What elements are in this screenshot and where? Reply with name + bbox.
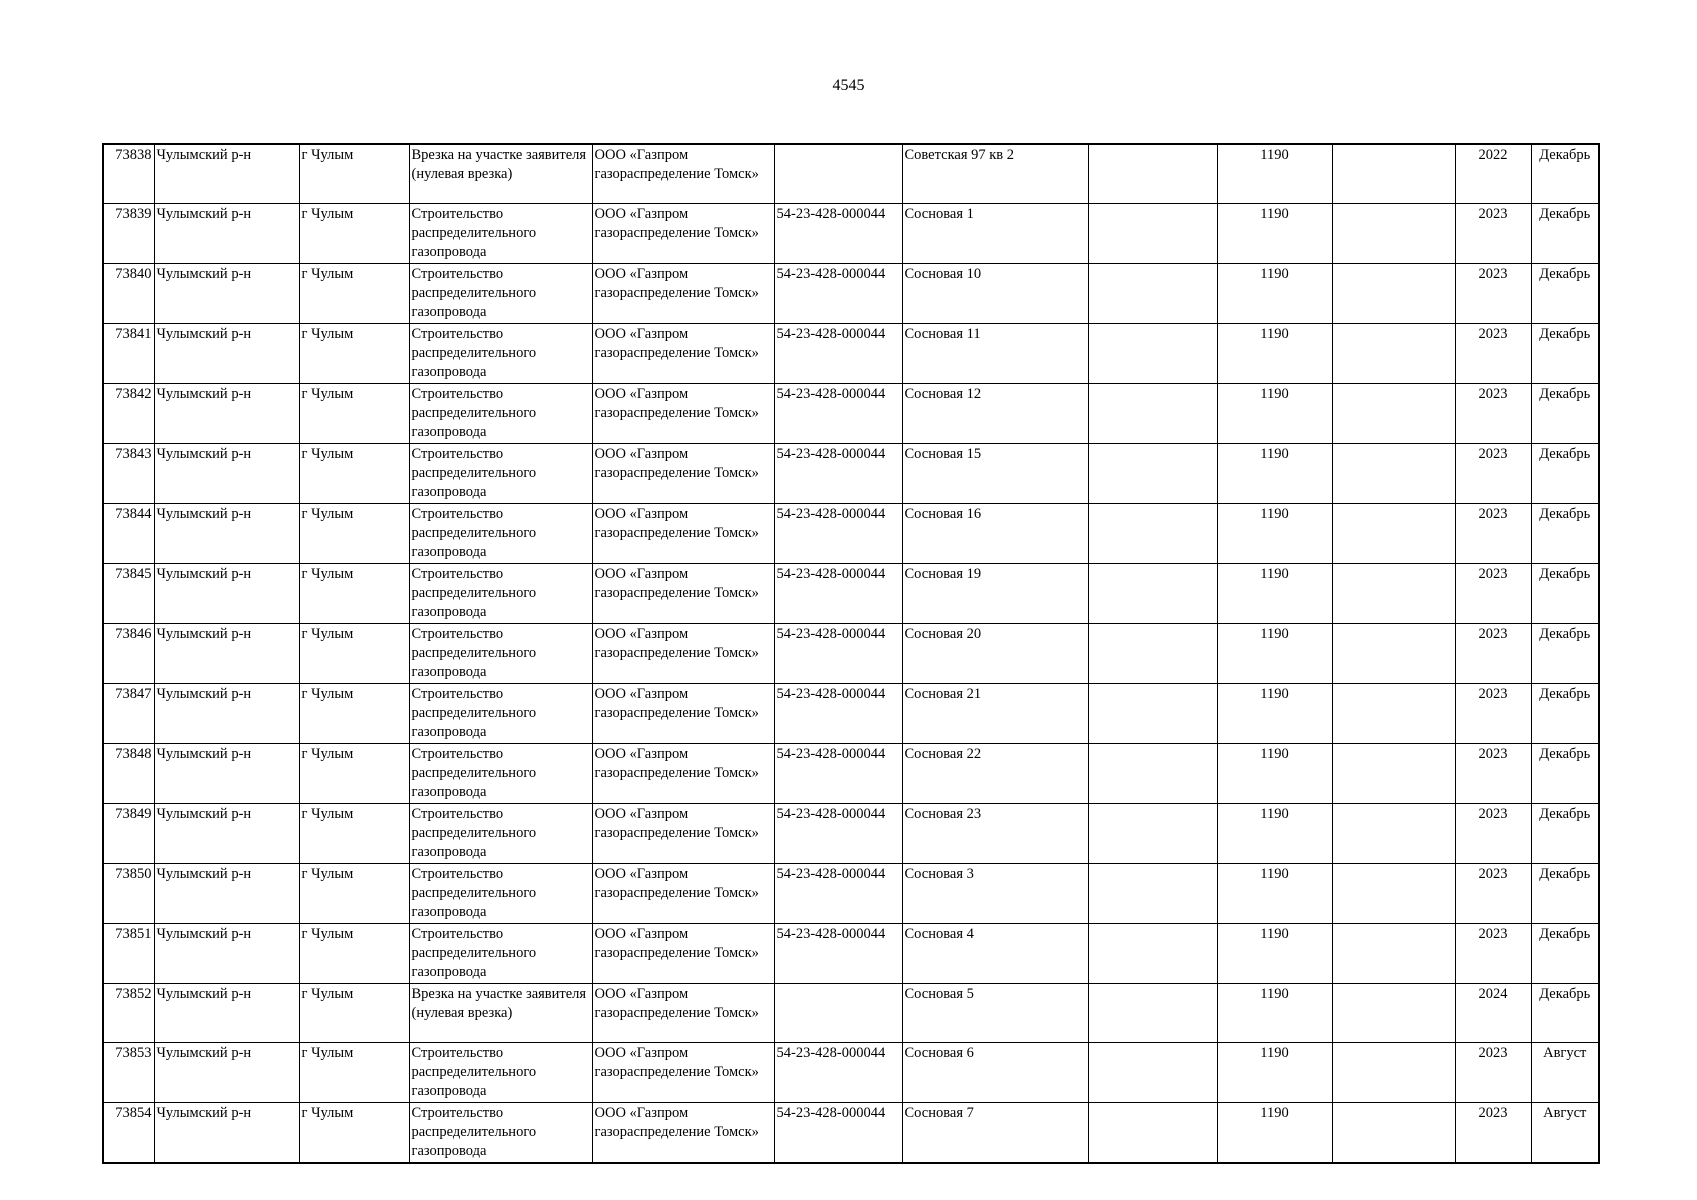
cell-empty <box>1088 744 1217 804</box>
cell-district: Чулымский р-н <box>154 264 299 324</box>
cell-id: 73838 <box>103 144 154 204</box>
cell-object-code <box>774 144 902 204</box>
cell-empty <box>1332 1043 1455 1103</box>
cell-empty <box>1088 1103 1217 1164</box>
table-row <box>103 504 1599 564</box>
cell-empty <box>1332 744 1455 804</box>
cell-empty <box>1332 444 1455 504</box>
cell-district: Чулымский р-н <box>154 684 299 744</box>
cell-organization: ООО «Газпром газораспределение Томск» <box>592 684 774 744</box>
cell-organization: ООО «Газпром газораспределение Томск» <box>592 804 774 864</box>
cell-month: Декабрь <box>1531 924 1599 984</box>
cell-work-type: Строительство распределительного газопровода <box>409 1043 592 1103</box>
cell-address: Сосновая 7 <box>902 1103 1088 1164</box>
cell-locality: г Чулым <box>299 444 409 504</box>
cell-id: 73841 <box>103 324 154 384</box>
cell-value: 1190 <box>1217 984 1332 1043</box>
cell-empty <box>1088 804 1217 864</box>
cell-value: 1190 <box>1217 564 1332 624</box>
cell-empty <box>1332 204 1455 264</box>
cell-work-type: Строительство распределительного газопровода <box>409 444 592 504</box>
cell-organization: ООО «Газпром газораспределение Томск» <box>592 984 774 1043</box>
cell-work-type: Строительство распределительного газопровода <box>409 564 592 624</box>
cell-month: Декабрь <box>1531 204 1599 264</box>
cell-month: Декабрь <box>1531 624 1599 684</box>
cell-organization: ООО «Газпром газораспределение Томск» <box>592 144 774 204</box>
cell-locality: г Чулым <box>299 684 409 744</box>
table-row <box>103 984 1599 1043</box>
cell-empty <box>1332 804 1455 864</box>
cell-empty <box>1088 324 1217 384</box>
cell-empty <box>1088 384 1217 444</box>
cell-empty <box>1332 504 1455 564</box>
cell-locality: г Чулым <box>299 744 409 804</box>
cell-id: 73840 <box>103 264 154 324</box>
cell-district: Чулымский р-н <box>154 564 299 624</box>
cell-empty <box>1332 1103 1455 1164</box>
table-row <box>103 384 1599 444</box>
cell-district: Чулымский р-н <box>154 984 299 1043</box>
cell-id: 73852 <box>103 984 154 1043</box>
cell-year: 2023 <box>1455 1043 1531 1103</box>
cell-month: Август <box>1531 1103 1599 1164</box>
cell-id: 73854 <box>103 1103 154 1164</box>
cell-object-code: 54-23-428-000044 <box>774 204 902 264</box>
cell-object-code: 54-23-428-000044 <box>774 504 902 564</box>
cell-month: Декабрь <box>1531 804 1599 864</box>
cell-id: 73839 <box>103 204 154 264</box>
cell-work-type: Строительство распределительного газопровода <box>409 864 592 924</box>
table-row <box>103 324 1599 384</box>
cell-organization: ООО «Газпром газораспределение Томск» <box>592 1043 774 1103</box>
cell-year: 2023 <box>1455 504 1531 564</box>
cell-locality: г Чулым <box>299 324 409 384</box>
cell-year: 2023 <box>1455 564 1531 624</box>
cell-empty <box>1332 684 1455 744</box>
cell-month: Декабрь <box>1531 264 1599 324</box>
cell-locality: г Чулым <box>299 1043 409 1103</box>
table-row <box>103 804 1599 864</box>
cell-empty <box>1332 264 1455 324</box>
cell-organization: ООО «Газпром газораспределение Томск» <box>592 324 774 384</box>
cell-organization: ООО «Газпром газораспределение Томск» <box>592 864 774 924</box>
cell-district: Чулымский р-н <box>154 804 299 864</box>
table-row <box>103 924 1599 984</box>
cell-id: 73845 <box>103 564 154 624</box>
cell-value: 1190 <box>1217 1103 1332 1164</box>
cell-value: 1190 <box>1217 684 1332 744</box>
cell-month: Декабрь <box>1531 384 1599 444</box>
cell-empty <box>1332 624 1455 684</box>
cell-organization: ООО «Газпром газораспределение Томск» <box>592 624 774 684</box>
cell-organization: ООО «Газпром газораспределение Томск» <box>592 1103 774 1164</box>
cell-value: 1190 <box>1217 444 1332 504</box>
cell-value: 1190 <box>1217 1043 1332 1103</box>
cell-empty <box>1332 384 1455 444</box>
cell-work-type: Строительство распределительного газопровода <box>409 1103 592 1164</box>
cell-empty <box>1088 924 1217 984</box>
cell-address: Сосновая 16 <box>902 504 1088 564</box>
cell-address: Сосновая 1 <box>902 204 1088 264</box>
cell-value: 1190 <box>1217 924 1332 984</box>
cell-value: 1190 <box>1217 864 1332 924</box>
cell-locality: г Чулым <box>299 864 409 924</box>
cell-value: 1190 <box>1217 624 1332 684</box>
cell-district: Чулымский р-н <box>154 204 299 264</box>
cell-year: 2023 <box>1455 684 1531 744</box>
cell-address: Сосновая 15 <box>902 444 1088 504</box>
cell-organization: ООО «Газпром газораспределение Томск» <box>592 204 774 264</box>
cell-locality: г Чулым <box>299 924 409 984</box>
table-row <box>103 864 1599 924</box>
cell-id: 73842 <box>103 384 154 444</box>
cell-value: 1190 <box>1217 324 1332 384</box>
cell-id: 73853 <box>103 1043 154 1103</box>
cell-work-type: Строительство распределительного газопровода <box>409 744 592 804</box>
cell-work-type: Строительство распределительного газопровода <box>409 264 592 324</box>
cell-locality: г Чулым <box>299 984 409 1043</box>
cell-district: Чулымский р-н <box>154 1043 299 1103</box>
cell-empty <box>1088 984 1217 1043</box>
cell-object-code: 54-23-428-000044 <box>774 1103 902 1164</box>
cell-address: Сосновая 23 <box>902 804 1088 864</box>
cell-empty <box>1332 324 1455 384</box>
cell-locality: г Чулым <box>299 624 409 684</box>
cell-id: 73850 <box>103 864 154 924</box>
cell-month: Декабрь <box>1531 444 1599 504</box>
cell-empty <box>1332 984 1455 1043</box>
cell-year: 2023 <box>1455 264 1531 324</box>
table-row <box>103 684 1599 744</box>
cell-month: Декабрь <box>1531 684 1599 744</box>
cell-month: Август <box>1531 1043 1599 1103</box>
cell-month: Декабрь <box>1531 504 1599 564</box>
cell-empty <box>1088 264 1217 324</box>
cell-id: 73846 <box>103 624 154 684</box>
cell-year: 2023 <box>1455 624 1531 684</box>
cell-value: 1190 <box>1217 744 1332 804</box>
cell-organization: ООО «Газпром газораспределение Томск» <box>592 924 774 984</box>
cell-value: 1190 <box>1217 504 1332 564</box>
table-row <box>103 264 1599 324</box>
cell-district: Чулымский р-н <box>154 744 299 804</box>
cell-work-type: Строительство распределительного газопровода <box>409 924 592 984</box>
cell-empty <box>1088 1043 1217 1103</box>
table-row <box>103 444 1599 504</box>
cell-organization: ООО «Газпром газораспределение Томск» <box>592 504 774 564</box>
cell-locality: г Чулым <box>299 1103 409 1164</box>
cell-id: 73851 <box>103 924 154 984</box>
cell-year: 2022 <box>1455 144 1531 204</box>
cell-locality: г Чулым <box>299 564 409 624</box>
cell-address: Сосновая 4 <box>902 924 1088 984</box>
cell-locality: г Чулым <box>299 504 409 564</box>
cell-object-code: 54-23-428-000044 <box>774 624 902 684</box>
cell-address: Сосновая 22 <box>902 744 1088 804</box>
cell-month: Декабрь <box>1531 144 1599 204</box>
cell-locality: г Чулым <box>299 144 409 204</box>
cell-organization: ООО «Газпром газораспределение Томск» <box>592 744 774 804</box>
cell-work-type: Строительство распределительного газопровода <box>409 684 592 744</box>
cell-year: 2023 <box>1455 324 1531 384</box>
cell-year: 2023 <box>1455 744 1531 804</box>
cell-district: Чулымский р-н <box>154 864 299 924</box>
table-row <box>103 1043 1599 1103</box>
cell-year: 2023 <box>1455 864 1531 924</box>
cell-address: Сосновая 6 <box>902 1043 1088 1103</box>
cell-district: Чулымский р-н <box>154 504 299 564</box>
cell-locality: г Чулым <box>299 384 409 444</box>
cell-object-code: 54-23-428-000044 <box>774 264 902 324</box>
cell-empty <box>1088 564 1217 624</box>
cell-empty <box>1332 144 1455 204</box>
cell-address: Сосновая 21 <box>902 684 1088 744</box>
cell-year: 2023 <box>1455 204 1531 264</box>
cell-work-type: Врезка на участке заявителя (нулевая врезка) <box>409 984 592 1043</box>
cell-object-code: 54-23-428-000044 <box>774 444 902 504</box>
table-row <box>103 1103 1599 1164</box>
cell-object-code: 54-23-428-000044 <box>774 324 902 384</box>
cell-work-type: Строительство распределительного газопровода <box>409 804 592 864</box>
cell-object-code: 54-23-428-000044 <box>774 564 902 624</box>
cell-address: Сосновая 3 <box>902 864 1088 924</box>
table-row <box>103 744 1599 804</box>
cell-value: 1190 <box>1217 804 1332 864</box>
cell-district: Чулымский р-н <box>154 924 299 984</box>
table-body <box>103 144 1599 1163</box>
cell-object-code: 54-23-428-000044 <box>774 384 902 444</box>
cell-district: Чулымский р-н <box>154 624 299 684</box>
cell-id: 73843 <box>103 444 154 504</box>
cell-object-code: 54-23-428-000044 <box>774 864 902 924</box>
cell-address: Сосновая 5 <box>902 984 1088 1043</box>
cell-work-type: Строительство распределительного газопровода <box>409 204 592 264</box>
cell-empty <box>1088 684 1217 744</box>
cell-value: 1190 <box>1217 144 1332 204</box>
cell-organization: ООО «Газпром газораспределение Томск» <box>592 384 774 444</box>
cell-empty <box>1088 864 1217 924</box>
cell-value: 1190 <box>1217 264 1332 324</box>
cell-value: 1190 <box>1217 204 1332 264</box>
cell-year: 2023 <box>1455 444 1531 504</box>
data-table <box>102 143 1600 1164</box>
cell-id: 73844 <box>103 504 154 564</box>
table-row <box>103 564 1599 624</box>
cell-id: 73847 <box>103 684 154 744</box>
cell-work-type: Строительство распределительного газопровода <box>409 324 592 384</box>
cell-value: 1190 <box>1217 384 1332 444</box>
cell-object-code: 54-23-428-000044 <box>774 924 902 984</box>
cell-year: 2023 <box>1455 384 1531 444</box>
cell-object-code <box>774 984 902 1043</box>
cell-month: Декабрь <box>1531 324 1599 384</box>
cell-district: Чулымский р-н <box>154 324 299 384</box>
cell-id: 73848 <box>103 744 154 804</box>
cell-month: Декабрь <box>1531 984 1599 1043</box>
cell-empty <box>1088 624 1217 684</box>
cell-district: Чулымский р-н <box>154 444 299 504</box>
cell-year: 2023 <box>1455 1103 1531 1164</box>
cell-year: 2024 <box>1455 984 1531 1043</box>
cell-empty <box>1088 444 1217 504</box>
cell-locality: г Чулым <box>299 264 409 324</box>
cell-organization: ООО «Газпром газораспределение Томск» <box>592 444 774 504</box>
table-row <box>103 144 1599 204</box>
cell-work-type: Врезка на участке заявителя (нулевая врезка) <box>409 144 592 204</box>
cell-district: Чулымский р-н <box>154 384 299 444</box>
cell-month: Декабрь <box>1531 564 1599 624</box>
cell-empty <box>1088 204 1217 264</box>
cell-object-code: 54-23-428-000044 <box>774 684 902 744</box>
cell-address: Сосновая 11 <box>902 324 1088 384</box>
cell-empty <box>1088 504 1217 564</box>
cell-district: Чулымский р-н <box>154 1103 299 1164</box>
cell-work-type: Строительство распределительного газопровода <box>409 384 592 444</box>
table-row <box>103 624 1599 684</box>
cell-address: Советская 97 кв 2 <box>902 144 1088 204</box>
cell-year: 2023 <box>1455 804 1531 864</box>
cell-month: Декабрь <box>1531 744 1599 804</box>
cell-locality: г Чулым <box>299 204 409 264</box>
cell-organization: ООО «Газпром газораспределение Томск» <box>592 564 774 624</box>
cell-object-code: 54-23-428-000044 <box>774 1043 902 1103</box>
cell-organization: ООО «Газпром газораспределение Томск» <box>592 264 774 324</box>
cell-district: Чулымский р-н <box>154 144 299 204</box>
cell-year: 2023 <box>1455 924 1531 984</box>
cell-empty <box>1332 864 1455 924</box>
cell-work-type: Строительство распределительного газопровода <box>409 504 592 564</box>
page-number: 4545 <box>832 77 865 94</box>
cell-empty <box>1332 564 1455 624</box>
table-row <box>103 204 1599 264</box>
cell-object-code: 54-23-428-000044 <box>774 744 902 804</box>
cell-empty <box>1332 924 1455 984</box>
cell-address: Сосновая 19 <box>902 564 1088 624</box>
cell-address: Сосновая 10 <box>902 264 1088 324</box>
cell-locality: г Чулым <box>299 804 409 864</box>
cell-empty <box>1088 144 1217 204</box>
cell-address: Сосновая 12 <box>902 384 1088 444</box>
cell-address: Сосновая 20 <box>902 624 1088 684</box>
cell-work-type: Строительство распределительного газопровода <box>409 624 592 684</box>
cell-month: Декабрь <box>1531 864 1599 924</box>
cell-object-code: 54-23-428-000044 <box>774 804 902 864</box>
cell-id: 73849 <box>103 804 154 864</box>
